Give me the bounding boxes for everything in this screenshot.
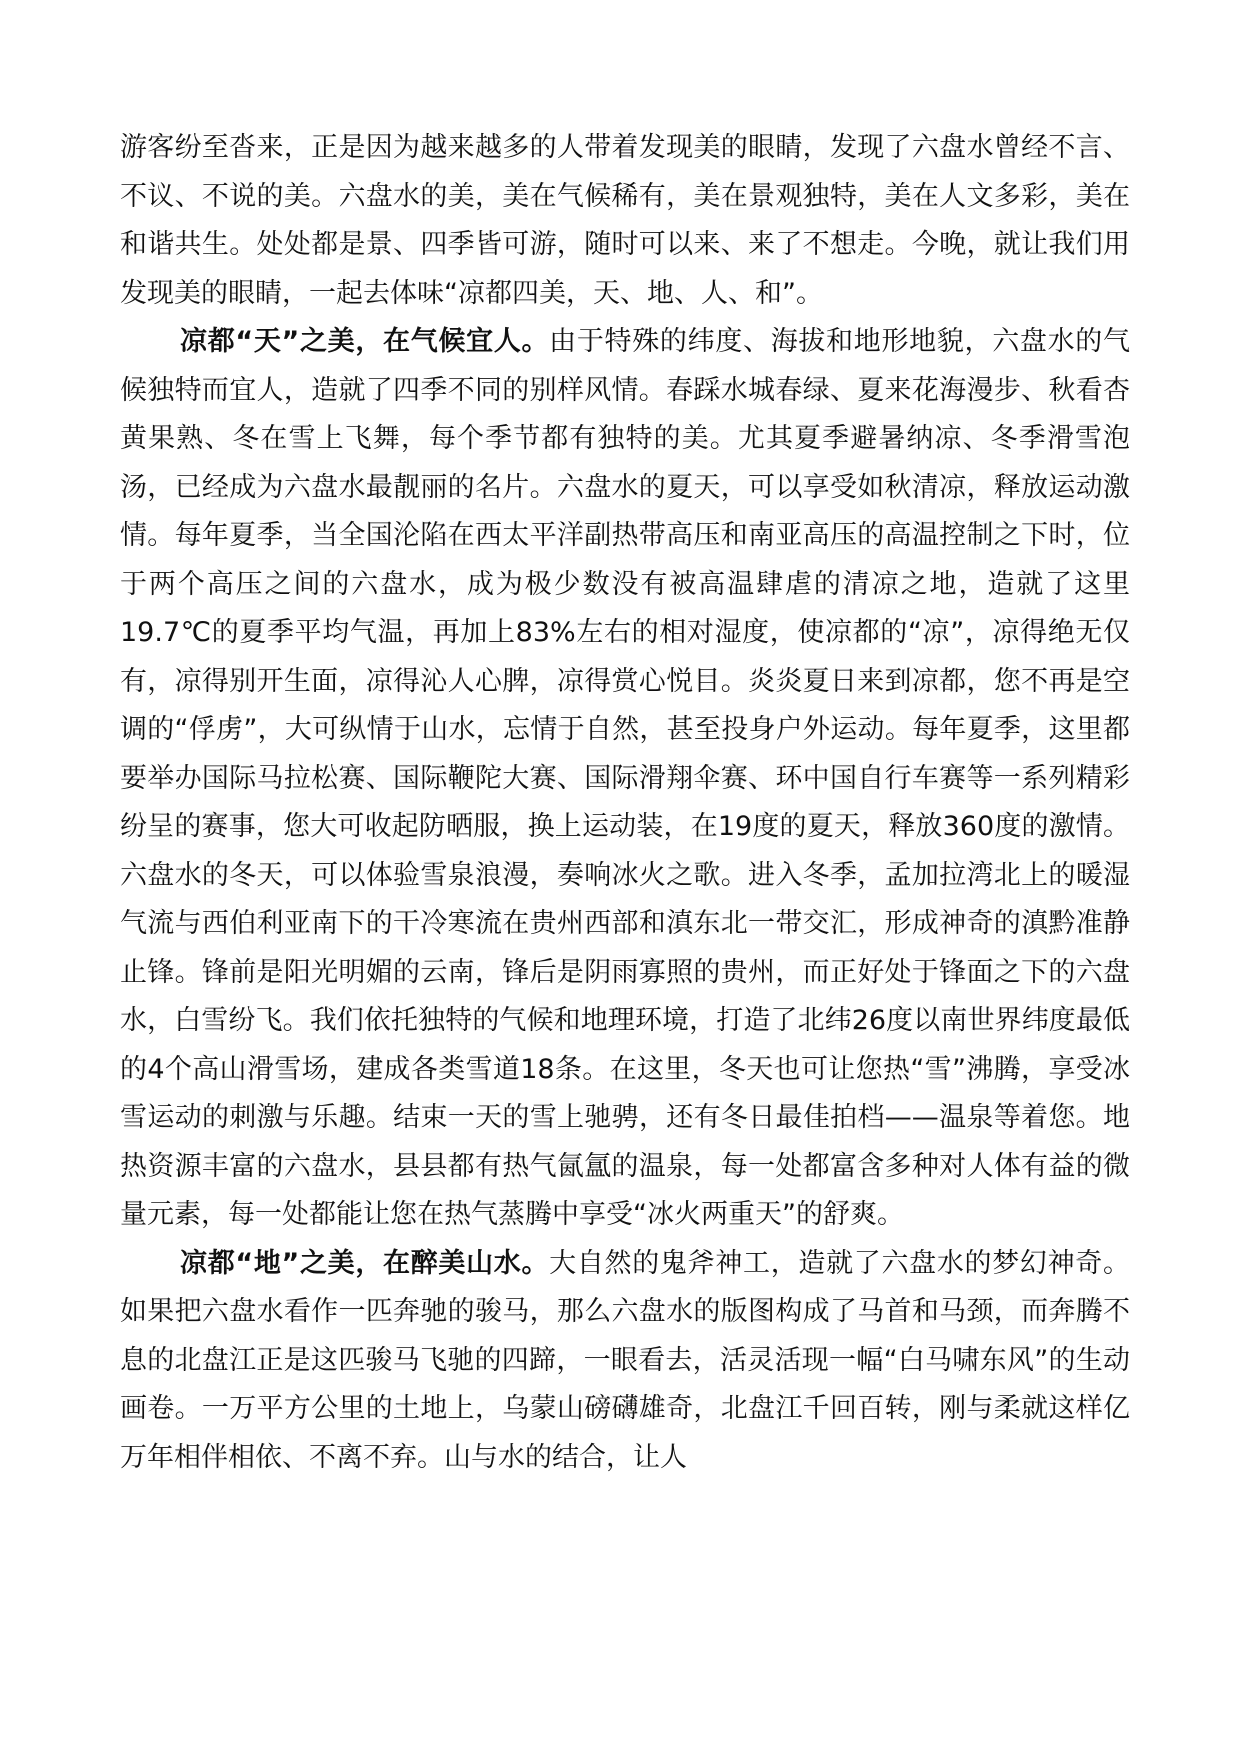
paragraph-text: 大自然的鬼斧神工，造就了六盘水的梦幻神奇。如果把六盘水看作一匹奔驰的骏马，那么六盘水的版图构成了马首和马颈，而奔腾不息的北盘江正是这匹骏马飞驰的四蹄，一眼看去，活灵活现一幅“白马啸东风”的生动画卷。一万平方公里的土地上，乌蒙山磅礴雄奇，北盘江千回百转，刚与柔就这样亿万年相伴相依、不离不弃。山与水的结合，让人 (120, 1247, 1130, 1473)
paragraph-landscape (120, 1240, 1130, 1483)
paragraph-text: 由于特殊的纬度、海拔和地形地貌，六盘水的气候独特而宜人，造就了四季不同的别样风情。春踩水城春绿、夏来花海漫步、秋看杏黄果熟、冬在雪上飞舞，每个季节都有独特的美。尤其夏季避暑纳凉、冬季滑雪泡汤，已经成为六盘水最靓丽的名片。六盘水的夏天，可以享受如秋清凉，释放运动激情。每年夏季，当全国沦陷在西太平洋副热带高压和南亚高压的高温控制之下时，位于两个高压之间的六盘水，成为极少数没有被高温肆虐的清凉之地，造就了这里19.7℃的夏季平均气温，再加上83%左右的相对湿度，使凉都的“凉”，凉得绝无仅有，凉得别开生面，凉得沁人心脾，凉得赏心悦目。炎炎夏日来到凉都，您不再是空调的“俘虏”，大可纵情于山水，忘情于自然，甚至投身户外运动。每年夏季，这里都要举办国际马拉松赛、国际鞭陀大赛、国际滑翔伞赛、环中国自行车赛等一系列精彩纷呈的赛事，您大可收起防晒服，换上运动装，在19度的夏天，释放360度的激情。六盘水的冬天，可以体验雪泉浪漫，奏响冰火之歌。进入冬季，孟加拉湾北上的暖湿气流与西伯利亚南下的干冷寒流在贵州西部和滇东北一带交汇，形成神奇的滇黔准静止锋。锋前是阳光明媚的云南，锋后是阴雨寡照的贵州，而正好处于锋面之下的六盘水，白雪纷飞。我们依托独特的气候和地理环境，打造了北纬26度以南世界纬度最低的4个高山滑雪场，建成各类雪道18条。在这里，冬天也可让您热“雪”沸腾，享受冰雪运动的刺激与乐趣。结束一天的雪上驰骋，还有冬日最佳拍档——温泉等着您。地热资源丰富的六盘水，县县都有热气氤氲的温泉，每一处都富含多种对人体有益的微量元素，每一处都能让您在热气蒸腾中享受“冰火两重天”的舒爽。 (120, 326, 1130, 1230)
paragraph-intro (120, 124, 1130, 318)
paragraph-lead-heading: 凉都“地”之美，在醉美山水。 (180, 1247, 550, 1279)
paragraph-lead-heading: 凉都“天”之美，在气候宜人。 (180, 326, 550, 357)
paragraph-climate (120, 318, 1130, 1240)
document-page (120, 124, 1130, 1482)
paragraph-text: 游客纷至沓来，正是因为越来越多的人带着发现美的眼睛，发现了六盘水曾经不言、不议、不说的美。六盘水的美，美在气候稀有，美在景观独特，美在人文多彩，美在和谐共生。处处都是景、四季皆可游，随时可以来、来了不想走。今晚，就让我们用发现美的眼睛，一起去体味“凉都四美，天、地、人、和”。 (120, 132, 1130, 309)
